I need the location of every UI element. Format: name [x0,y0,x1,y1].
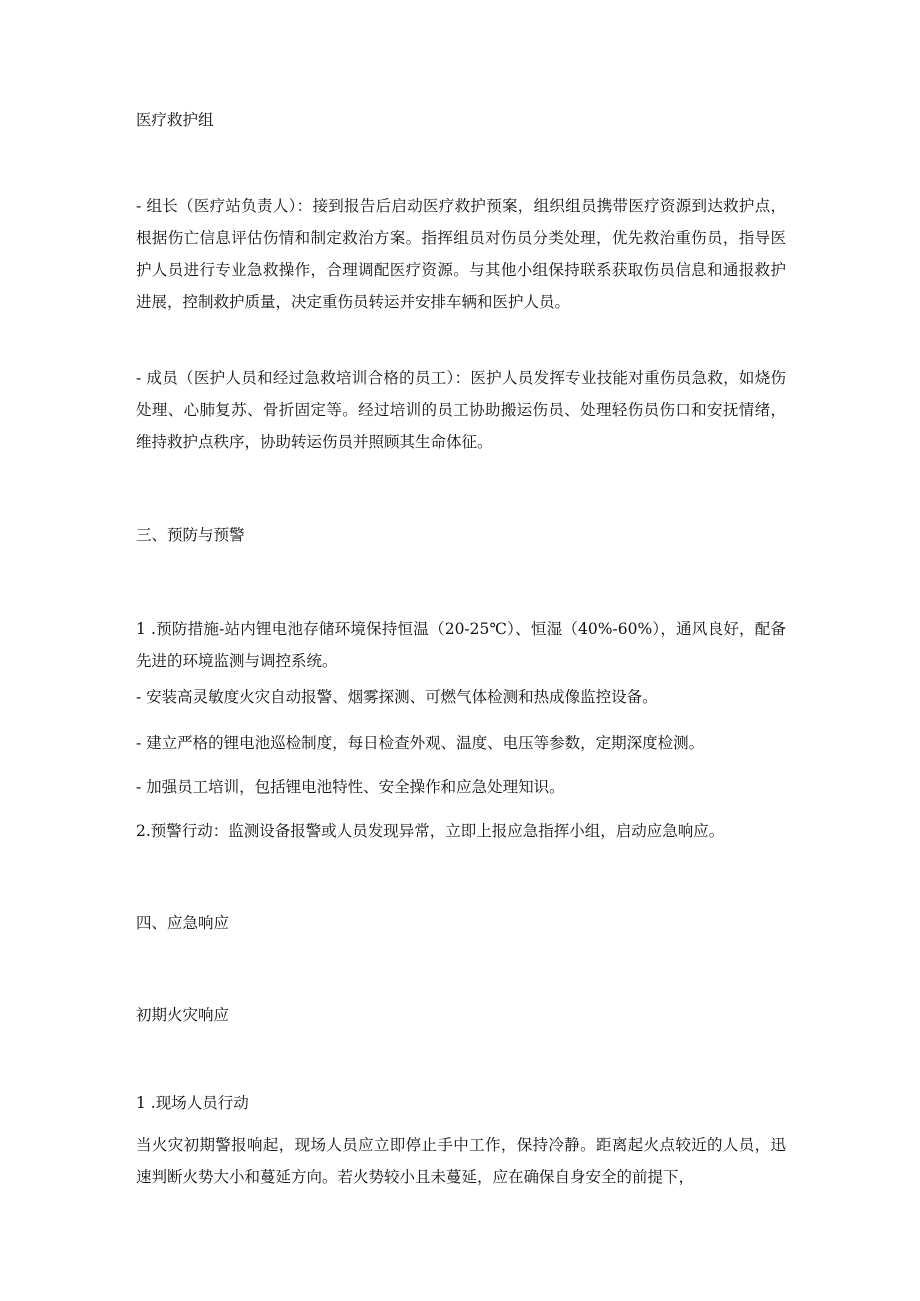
onsite-personnel-action-title: 1 .现场人员行动 [136,1094,249,1112]
medical-team-heading: 医疗救护组 [136,111,214,129]
warning-action-item: 2.预警行动：监测设备报警或人员发现异常，立即上报应急指挥小组，启动应急响应。 [136,822,725,840]
emergency-response-heading: 四、应急响应 [136,914,230,932]
medical-leader-paragraph: - 组长（医疗站负责人）：接到报告后启动医疗救护预案，组织组员携带医疗资源到达救护点，根据伤亡信息评估伤情和制定救治方案。指挥组员对伤员分类处理，优先救治重伤员，指导医护人员进行专业急救操作，合理调配医疗资源。与其他小组保持联系获取伤员信息和通报救护进展，控制救护质量，决定重伤员转运并安排车辆和医护人员。 [136,197,786,311]
prevention-bullet-alarm-devices: - 安装高灵敏度火灾自动报警、烟雾探测、可燃气体检测和热成像监控设备。 [136,688,658,706]
prevention-bullet-training: - 加强员工培训，包括锂电池特性、安全操作和应急处理知识。 [136,778,565,796]
prevention-section-heading: 三、预防与预警 [136,526,245,544]
initial-fire-response-heading: 初期火灾响应 [136,1006,230,1024]
onsite-personnel-action-body: 当火灾初期警报响起，现场人员应立即停止手中工作，保持冷静。距离起火点较近的人员，迅速判断火势大小和蔓延方向。若火势较小且未蔓延，应在确保自身安全的前提下， [136,1136,786,1186]
prevention-bullet-inspection: - 建立严格的锂电池巡检制度，每日检查外观、温度、电压等参数，定期深度检测。 [136,734,705,752]
medical-members-paragraph: - 成员（医护人员和经过急救培训合格的员工）：医护人员发挥专业技能对重伤员急救，如烧伤处理、心肺复苏、骨折固定等。经过培训的员工协助搬运伤员、处理轻伤员伤口和安抚情绪，维持救护点秩序，协助转运伤员并照顾其生命体征。 [136,369,786,451]
prevention-measures-item: 1 .预防措施-站内锂电池存储环境保持恒温（20-25℃）、恒湿（40%-60%），通风良好，配备先进的环境监测与调控系统。 [136,620,786,670]
